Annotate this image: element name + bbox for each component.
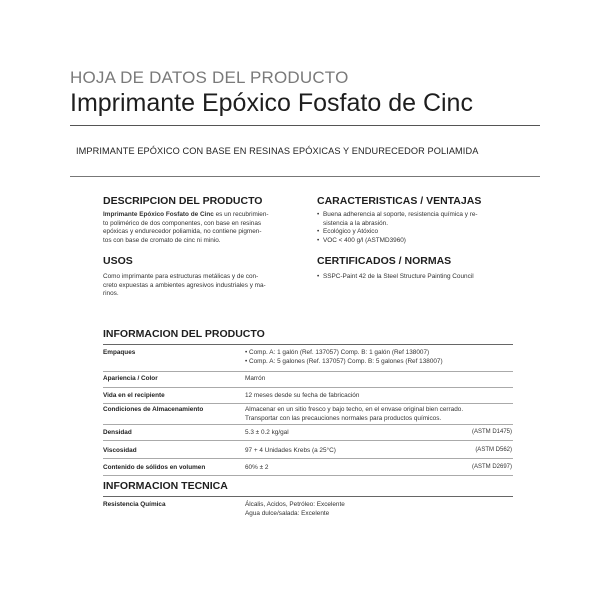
descripcion-text: [103, 211, 303, 245]
row-label-almacenamiento: Condiciones de Almacenamiento: [103, 406, 204, 413]
empaques-line-1: • Comp. A: 1 galón (Ref. 137057) Comp. B: 1 galón (Ref 138007): [245, 349, 430, 356]
row-value-viscosidad: 97 + 4 Unidades Krebs (a 25°C): [245, 447, 336, 454]
row-divider: [103, 440, 513, 441]
row-label-viscosidad: Viscosidad: [103, 447, 137, 454]
product-subtitle: IMPRIMANTE EPÓXICO CON BASE EN RESINAS EPÓXICAS Y ENDURECEDOR POLIAMIDA: [76, 146, 479, 156]
row-value-apariencia: Marrón: [245, 375, 266, 382]
info-tecnica-heading: INFORMACION TECNICA: [103, 480, 228, 492]
certificados-heading: CERTIFICADOS / NORMAS: [317, 255, 452, 267]
resistencia-line-2: Agua dulce/salada: Excelente: [245, 509, 330, 517]
row-ref-viscosidad: (ASTM D562): [475, 447, 512, 453]
caracteristicas-item-1: Buena adherencia al soporte, resistencia química y re-: [323, 211, 478, 218]
descripcion-heading: DESCRIPCION DEL PRODUCTO: [103, 195, 263, 207]
row-divider: [103, 403, 513, 404]
row-value-resistencia: [245, 501, 345, 518]
usos-text: [103, 273, 303, 299]
caracteristicas-item-2: Ecológico y Atóxico: [323, 228, 379, 236]
descripcion-bold-lead: Imprimante Epóxico Fosfato de Cinc: [103, 211, 214, 218]
header-divider: [70, 125, 540, 126]
row-label-densidad: Densidad: [103, 429, 132, 436]
empaques-line-2: • Comp. A: 5 galones (Ref. 137057) Comp. B: 5 galones (Ref 138007): [245, 357, 443, 365]
list-item-cont: [317, 220, 517, 229]
caracteristicas-list: [317, 211, 517, 245]
row-ref-solidos: (ASTM D2697): [471, 464, 512, 470]
usos-line-3: rinos.: [103, 290, 119, 298]
resistencia-line-1: Álcalis, Acidos, Petróleo: Excelente: [245, 501, 345, 508]
certificados-list: [317, 273, 537, 282]
descripcion-line-1-rest: es un recubrimien-: [213, 211, 269, 218]
caracteristicas-item-1-cont: sistencia a la abrasión.: [323, 219, 389, 227]
descripcion-line-2: to polimérico de dos componentes, con base en resinas: [103, 219, 262, 227]
row-divider: [103, 424, 513, 425]
row-label-apariencia: Apariencia / Color: [103, 375, 158, 382]
usos-line-1: Como imprimante para estructuras metálicas y de con-: [103, 273, 259, 280]
row-divider: [103, 371, 513, 372]
almacenamiento-line-1: Almacenar en un sitio fresco y bajo techo, en el envase original bien cerrado.: [245, 406, 464, 413]
usos-line-2: creto expuestas a ambientes agresivos industriales y ma-: [103, 281, 266, 289]
row-label-resistencia: Resistencia Química: [103, 501, 166, 508]
list-item: [317, 228, 517, 237]
row-divider: [103, 475, 513, 476]
info-producto-heading: INFORMACION DEL PRODUCTO: [103, 328, 265, 340]
descripcion-line-3: epóxicas y endurecedor poliamida, no contiene pigmen-: [103, 228, 262, 236]
row-value-empaques: [245, 349, 443, 366]
descripcion-line-1: [103, 211, 303, 220]
certificados-item-1: SSPC-Paint 42 de la Steel Structure Painting Council: [323, 273, 474, 280]
caracteristicas-heading: CARACTERISTICAS / VENTAJAS: [317, 195, 482, 207]
row-value-almacenamiento: [245, 406, 463, 423]
row-label-empaques: Empaques: [103, 349, 136, 356]
row-divider: [103, 387, 513, 388]
subtitle-divider: [70, 176, 540, 177]
row-ref-densidad: (ASTM D1475): [471, 429, 512, 435]
list-item: [317, 273, 537, 282]
row-value-solidos: 60% ± 2: [245, 464, 269, 471]
descripcion-line-4: tos con base de cromato de cinc ni minio.: [103, 236, 221, 244]
header-kicker: HOJA DE DATOS DEL PRODUCTO: [70, 68, 349, 87]
row-value-densidad: 5.3 ± 0.2 kg/gal: [245, 429, 289, 436]
usos-heading: USOS: [103, 255, 133, 267]
caracteristicas-item-3: VOC < 400 g/l (ASTMD3960): [323, 236, 406, 244]
row-value-vida: 12 meses desde su fecha de fabricación: [245, 392, 360, 399]
almacenamiento-line-2: Transportar con las precauciones normales para productos químicos.: [245, 414, 442, 422]
info-producto-divider: [103, 344, 513, 345]
row-label-solidos: Contenido de sólidos en volumen: [103, 464, 206, 471]
list-item: [317, 211, 517, 220]
info-tecnica-divider: [103, 496, 513, 497]
row-label-vida: Vida en el recipiente: [103, 392, 165, 399]
row-divider: [103, 458, 513, 459]
list-item: [317, 237, 517, 246]
page-title: Imprimante Epóxico Fosfato de Cinc: [70, 89, 473, 117]
